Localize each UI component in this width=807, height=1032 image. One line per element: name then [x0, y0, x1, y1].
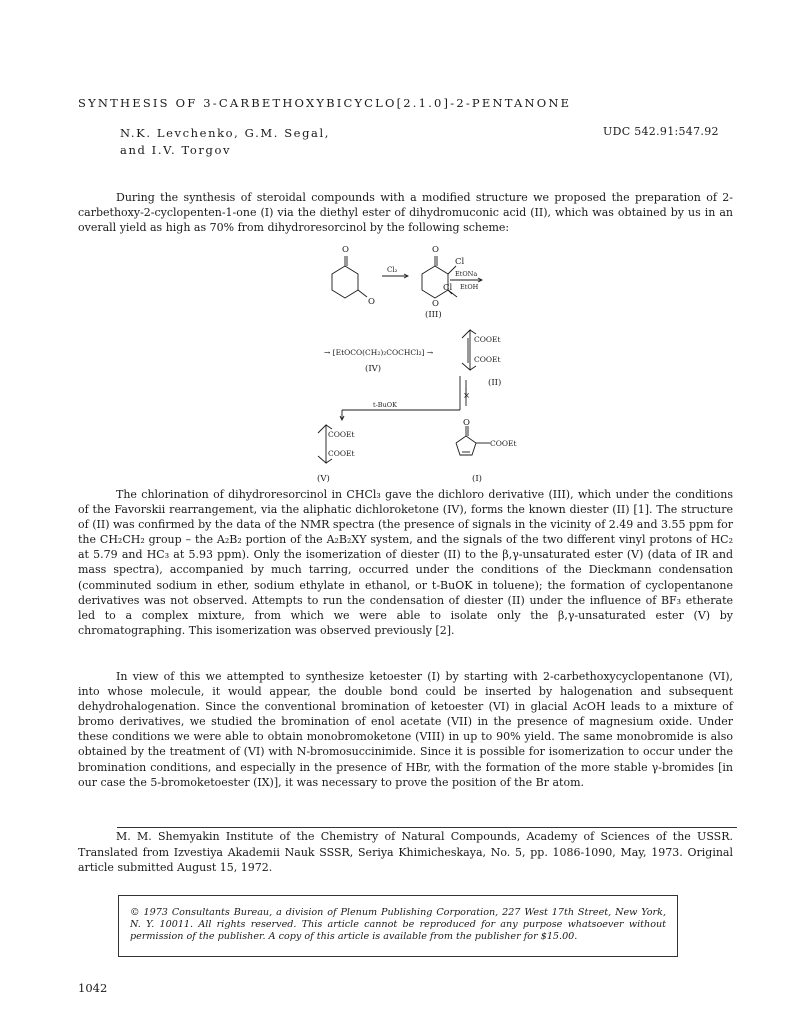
scheme-cl2-reagent: Cl₂: [387, 266, 398, 274]
scheme-etoh: EtOH: [460, 283, 479, 291]
scheme-label-II: (II): [488, 378, 502, 388]
authors-line-2: and I.V. Torgov: [120, 143, 232, 157]
scheme-label-IV: (IV): [365, 364, 382, 374]
ketoester-paragraph: [78, 669, 733, 790]
authors-line-1: N.K. Levchenko, G.M. Segal,: [120, 126, 331, 140]
scheme-o-top-left: O: [342, 245, 349, 255]
scheme-cooet-I: COOEt: [490, 439, 517, 448]
affiliation-text: M. M. Shemyakin Institute of the Chemistry of Natural Compounds, Academy of Sciences of the USSR. Translated from Izvestiya Akademii Nauk SSSR, Seriya Khimicheskaya, No. 5, pp. 1086-1090, May, 1973. Original article submitted August 15, 1972.: [78, 830, 733, 874]
paragraph-text: During the synthesis of steroidal compounds with a modified structure we proposed the preparation of 2-carbethoxy-2-cyclopenten-1-one (I) via the diethyl ester of dihydromuconic acid (II), which was obtained by us in an overall yield as high as 70% from dihydroresorcinol by the following scheme:: [78, 191, 733, 235]
footnote-divider: [117, 827, 737, 828]
ring-III: [422, 266, 448, 298]
scheme-label-III: (III): [425, 310, 442, 320]
intro-paragraph: [78, 190, 733, 235]
scheme-cooet-ii-bottom: COOEt: [474, 355, 501, 364]
copyright-text: © 1973 Consultants Bureau, a division of Plenum Publishing Corporation, 227 West 17th Street, New York, N. Y. 10011. All rights reserved. This article cannot be reproduced for any purpose whatsoever without permission of the publisher. A copy of this article is available from the publisher for $15.00.: [130, 907, 666, 943]
ring-dihydroresorcinol: [332, 266, 358, 298]
scheme-label-I: (I): [472, 474, 482, 484]
scheme-cooet-ii-top: COOEt: [474, 335, 501, 344]
page-number: 1042: [78, 981, 108, 995]
ring-II: [462, 330, 470, 370]
scheme-tbuok: t-BuOK: [373, 401, 397, 409]
scheme-o-bottom-right: O: [432, 299, 439, 309]
scheme-label-V: (V): [317, 474, 330, 484]
paragraph-text: The chlorination of dihydroresorcinol in CHCl₃ gave the dichloro derivative (III), which under the conditions of the Favorskii rearrangement, via the aliphatic dichloroketone (IV), forms the known diester (II) [1]. The structure of (II) was confirmed by the data of the NMR spectra (the presence of signals in the vicinity of 2.49 and 3.55 ppm for the CH₂CH₂ group – the A₂B₂ portion of the A₂B₂XY system, and the signals of the two different vinyl protons of HC₂ at 5.79 and HC₃ at 5.93 ppm). Only the isomerization of diester (II) to the β,γ-unsaturated ester (V) (data of IR and mass spectra), accompanied by much tarring, occurred under the conditions of the Dieckmann condensation (comminuted sodium in ether, sodium ethylate in ethanol, or t-BuOK in toluene); the formation of cyclopentanone derivatives was not observed. Attempts to run the condensation of diester (II) under the influence of BF₃ etherate led to a complex mixture, from which we were able to isolate only the β,γ-unsaturated ester (V) by chromatographing. This isomerization was observed previously [2].: [78, 488, 733, 637]
scheme-o-I: O: [463, 418, 470, 428]
scheme-etona: EtONa: [455, 270, 478, 278]
scheme-cl-lower: Cl: [443, 283, 453, 293]
udc-code: UDC 542.91:547.92: [603, 125, 719, 138]
copyright-box: [118, 895, 678, 957]
reaction-scheme: [300, 238, 560, 490]
scheme-o-top-right: O: [432, 245, 439, 255]
paragraph-text: In view of this we attempted to synthesize ketoester (I) by starting with 2-carbethoxycyclopentanone (VI), into whose molecule, it would appear, the double bond could be inserted by halogenation and subsequent dehydrohalogenation. Since the conventional bromination of ketoester (VI) in glacial AcOH leads to a mixture of bromo derivatives, we studied the bromination of enol acetate (VII) in the presence of magnesium oxide. Under these conditions we were able to obtain monobromoketone (VIII) in up to 90% yield. The same monobromide is also obtained by the treatment of (VI) with N-bromosuccinimide. Since it is possible for isomerization to occur under the bromination conditions, and especially in the presence of HBr, with the formation of the more stable γ-bromides [in our case the 5-bromoketoester (IX)], it was necessary to prove the position of the Br atom.: [78, 670, 733, 789]
affiliation-note: [78, 829, 733, 876]
scheme-cross: ×: [463, 391, 471, 401]
scheme-o-bottom-left: O: [368, 297, 375, 307]
author-list: [120, 125, 330, 159]
scheme-cooet-v-bottom: COOEt: [328, 449, 355, 458]
article-title: SYNTHESIS OF 3-CARBETHOXYBICYCLO[2.1.0]-2-PENTANONE: [78, 96, 572, 110]
scheme-cl-upper: Cl: [455, 257, 465, 267]
scheme-iv-text: → [EtOCO(CH₂)₂COCHCl₂] →: [324, 348, 434, 357]
results-paragraph: [78, 487, 733, 638]
scheme-cooet-v-top: COOEt: [328, 430, 355, 439]
ring-V: [318, 425, 326, 463]
